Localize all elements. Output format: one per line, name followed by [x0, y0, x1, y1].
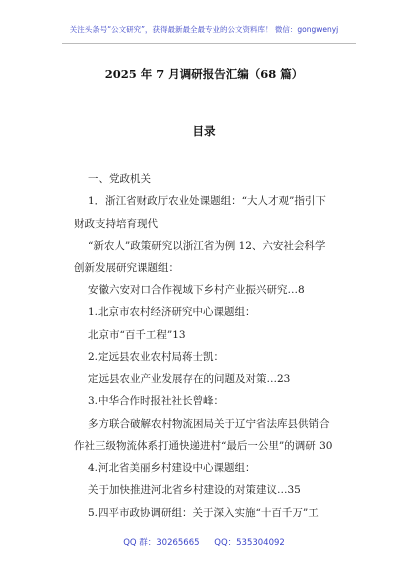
toc-line: 创新发展研究课题组：: [74, 262, 179, 274]
toc-line: 北京市“百千工程”13: [88, 329, 186, 341]
footer-contact: [0, 536, 408, 548]
toc-line: 财政支持培育现代: [74, 218, 158, 230]
document-title: 2025 年 7 月调研报告汇编（68 篇）: [104, 67, 304, 81]
footer-qq: QQ：535304092: [214, 538, 285, 548]
header-divider: [62, 43, 356, 44]
toc-line: 1．浙江省财政厅农业处课题组：“大人才观”指引下: [88, 195, 326, 207]
toc-line: 4.河北省美丽乡村建设中心课题组：: [88, 462, 256, 474]
toc-line: 安徽六安对口合作视域下乡村产业振兴研究…8: [88, 284, 305, 296]
toc-heading: 目录: [192, 124, 216, 138]
footer-qq-group: QQ 群：30265665: [123, 538, 200, 548]
toc-line: 关于加快推进河北省乡村建设的对策建议…35: [88, 484, 301, 496]
toc-line: 多方联合破解农村物流困局关于辽宁省法库县供销合: [88, 418, 330, 430]
header-banner: 关注头条号“公文研究”，获得最新最全最专业的公文资料库！ 微信：gongwenyj: [69, 25, 339, 34]
toc-line: 作社三级物流体系打通快递进村“最后一公里”的调研 30: [74, 440, 333, 452]
toc-line: 5.四平市政协调研组：关于深入实施“十百千万”工: [88, 507, 319, 519]
toc-line: “新农人”政策研究以浙江省为例 12、六安社会科学: [88, 240, 326, 252]
toc-line: 一、党政机关: [88, 173, 151, 185]
toc-line: 3.中华合作时报社社长曾峰：: [88, 395, 225, 407]
toc-line: 定远县农业产业发展存在的问题及对策…23: [88, 373, 291, 385]
toc-line: 2.定远县农业农村局蒋士凯：: [88, 351, 225, 363]
toc-line: 1.北京市农村经济研究中心课题组：: [88, 306, 256, 318]
